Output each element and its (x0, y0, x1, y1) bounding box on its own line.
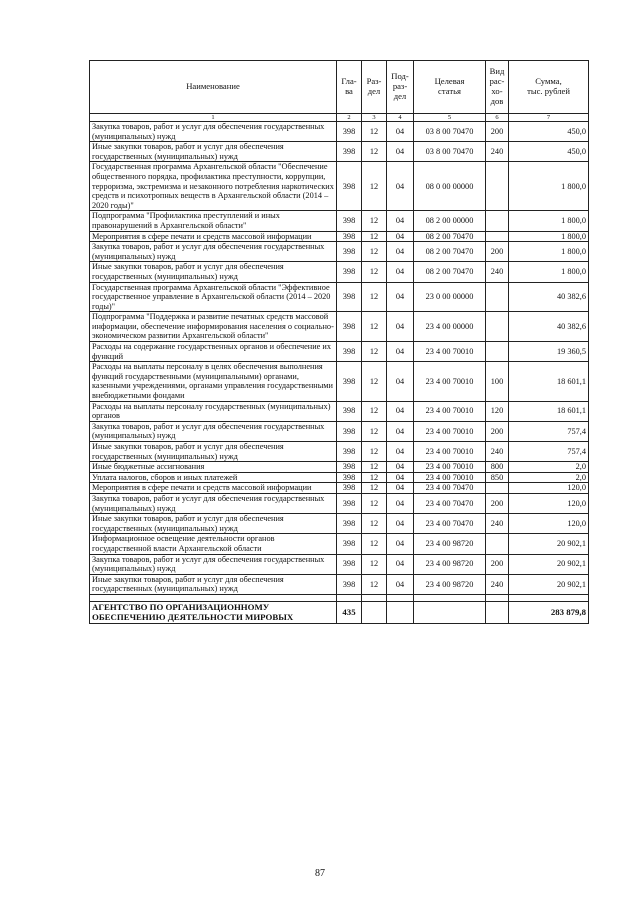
row-vid (486, 282, 509, 312)
row-sum: 20 902,1 (509, 554, 589, 574)
row-vid (486, 231, 509, 242)
row-podrazdel: 04 (387, 401, 414, 421)
row-target: 23 4 00 70010 (414, 462, 486, 473)
column-number: 5 (414, 114, 486, 122)
row-glava: 398 (337, 162, 362, 211)
table-row (90, 483, 589, 494)
row-target: 08 0 00 00000 (414, 162, 486, 211)
row-razdel: 12 (362, 211, 387, 231)
row-name: Расходы на выплаты персоналу в целях обеспечения выполнения функций государственными (муниципальными) органами, казенными учреждениями, органами управления государственными внебюджетными фондами (90, 362, 337, 401)
row-target: 23 0 00 00000 (414, 282, 486, 312)
table-row (90, 231, 589, 242)
table-row (90, 554, 589, 574)
table-row (90, 162, 589, 211)
row-sum: 120,0 (509, 483, 589, 494)
row-name: Закупка товаров, работ и услуг для обеспечения государственных (муниципальных) нужд (90, 554, 337, 574)
table-row (90, 122, 589, 142)
row-target: 23 4 00 98720 (414, 574, 486, 594)
row-razdel: 12 (362, 282, 387, 312)
row-sum: 18 601,1 (509, 362, 589, 401)
row-vid: 800 (486, 462, 509, 473)
row-vid: 200 (486, 421, 509, 441)
row-razdel: 12 (362, 362, 387, 401)
row-name: Закупка товаров, работ и услуг для обеспечения государственных (муниципальных) нужд (90, 242, 337, 262)
row-name: Подпрограмма "Поддержка и развитие печатных средств массовой информации, обеспечение информирования населения о социально-экономическом развитии Архангельской области" (90, 312, 337, 342)
row-sum: 2,0 (509, 472, 589, 483)
row-vid: 850 (486, 472, 509, 483)
row-razdel: 12 (362, 162, 387, 211)
row-glava: 398 (337, 534, 362, 554)
table-row (90, 534, 589, 554)
row-podrazdel: 04 (387, 312, 414, 342)
header-target: Целевая статья (414, 61, 486, 114)
row-glava: 398 (337, 312, 362, 342)
row-glava: 398 (337, 401, 362, 421)
row-razdel: 12 (362, 442, 387, 462)
table-row (90, 472, 589, 483)
header-razdel: Раз- дел (362, 61, 387, 114)
header-glava: Гла- ва (337, 61, 362, 114)
row-razdel: 12 (362, 554, 387, 574)
row-podrazdel: 04 (387, 362, 414, 401)
row-vid: 200 (486, 554, 509, 574)
column-number: 6 (486, 114, 509, 122)
row-razdel: 12 (362, 462, 387, 473)
row-glava: 398 (337, 342, 362, 362)
table-row (90, 262, 589, 282)
header-name: Наименование (90, 61, 337, 114)
table-row (90, 211, 589, 231)
row-target: 03 8 00 70470 (414, 142, 486, 162)
row-target: 23 4 00 70470 (414, 493, 486, 513)
row-razdel: 12 (362, 231, 387, 242)
row-vid (486, 211, 509, 231)
row-podrazdel: 04 (387, 462, 414, 473)
row-glava: 398 (337, 231, 362, 242)
table-row (90, 282, 589, 312)
row-name: Иные закупки товаров, работ и услуг для обеспечения государственных (муниципальных) нужд (90, 442, 337, 462)
header-podrazdel: Под- раз- дел (387, 61, 414, 114)
row-target: 23 4 00 70470 (414, 483, 486, 494)
row-podrazdel: 04 (387, 493, 414, 513)
row-target: 23 4 00 00000 (414, 312, 486, 342)
row-glava: 398 (337, 142, 362, 162)
row-sum: 2,0 (509, 462, 589, 473)
row-sum: 450,0 (509, 122, 589, 142)
table-row (90, 493, 589, 513)
row-glava: 398 (337, 211, 362, 231)
row-vid (486, 483, 509, 494)
row-podrazdel: 04 (387, 262, 414, 282)
header-sum: Сумма, тыс. рублей (509, 61, 589, 114)
row-name: Информационное освещение деятельности органов государственной власти Архангельской области (90, 534, 337, 554)
row-razdel: 12 (362, 472, 387, 483)
row-target: 23 4 00 98720 (414, 534, 486, 554)
agency-row (90, 601, 589, 623)
column-number-row (90, 114, 589, 122)
row-sum: 757,4 (509, 421, 589, 441)
row-vid: 240 (486, 262, 509, 282)
row-name: Закупка товаров, работ и услуг для обеспечения государственных (муниципальных) нужд (90, 421, 337, 441)
row-name: Уплата налогов, сборов и иных платежей (90, 472, 337, 483)
table-row (90, 442, 589, 462)
row-podrazdel: 04 (387, 554, 414, 574)
row-podrazdel: 04 (387, 231, 414, 242)
row-glava: 398 (337, 262, 362, 282)
row-name: Иные закупки товаров, работ и услуг для обеспечения государственных (муниципальных) нужд (90, 514, 337, 534)
row-glava: 398 (337, 282, 362, 312)
row-vid: 240 (486, 442, 509, 462)
row-sum: 20 902,1 (509, 574, 589, 594)
table-row (90, 312, 589, 342)
row-target: 23 4 00 70010 (414, 342, 486, 362)
row-target: 23 4 00 70010 (414, 401, 486, 421)
row-razdel: 12 (362, 514, 387, 534)
row-razdel: 12 (362, 421, 387, 441)
row-target: 23 4 00 98720 (414, 554, 486, 574)
row-sum: 40 382,6 (509, 312, 589, 342)
budget-table (89, 60, 589, 624)
row-glava: 398 (337, 442, 362, 462)
row-razdel: 12 (362, 493, 387, 513)
row-name: Мероприятия в сфере печати и средств массовой информации (90, 231, 337, 242)
row-target: 08 2 00 70470 (414, 231, 486, 242)
table-row (90, 242, 589, 262)
row-glava: 398 (337, 483, 362, 494)
column-number: 4 (387, 114, 414, 122)
row-glava: 398 (337, 574, 362, 594)
page-number: 87 (315, 868, 325, 879)
row-sum: 1 800,0 (509, 262, 589, 282)
column-number: 7 (509, 114, 589, 122)
row-target: 03 8 00 70470 (414, 122, 486, 142)
row-podrazdel: 04 (387, 211, 414, 231)
row-vid: 120 (486, 401, 509, 421)
row-podrazdel: 04 (387, 442, 414, 462)
row-glava: 398 (337, 242, 362, 262)
row-glava: 398 (337, 554, 362, 574)
row-sum: 18 601,1 (509, 401, 589, 421)
row-vid: 200 (486, 242, 509, 262)
row-name: Иные закупки товаров, работ и услуг для обеспечения государственных (муниципальных) нужд (90, 262, 337, 282)
row-name: Иные закупки товаров, работ и услуг для обеспечения государственных (муниципальных) нужд (90, 574, 337, 594)
row-name: Государственная программа Архангельской области "Эффективное государственное управление в Архангельской области (2014 – 2020 годы)" (90, 282, 337, 312)
row-vid: 100 (486, 362, 509, 401)
row-target: 08 2 00 70470 (414, 262, 486, 282)
row-razdel: 12 (362, 242, 387, 262)
row-sum: 120,0 (509, 514, 589, 534)
row-target: 23 4 00 70010 (414, 421, 486, 441)
table-row (90, 421, 589, 441)
row-vid (486, 534, 509, 554)
table-row (90, 514, 589, 534)
row-podrazdel: 04 (387, 472, 414, 483)
row-vid: 200 (486, 122, 509, 142)
table-row (90, 362, 589, 401)
row-name: Иные закупки товаров, работ и услуг для обеспечения государственных (муниципальных) нужд (90, 142, 337, 162)
row-name: Закупка товаров, работ и услуг для обеспечения государственных (муниципальных) нужд (90, 493, 337, 513)
row-podrazdel: 04 (387, 574, 414, 594)
row-sum: 20 902,1 (509, 534, 589, 554)
row-name: Иные бюджетные ассигнования (90, 462, 337, 473)
column-number: 2 (337, 114, 362, 122)
row-glava: 398 (337, 493, 362, 513)
row-name: Подпрограмма "Профилактика преступлений и иных правонарушений в Архангельской области" (90, 211, 337, 231)
spacer-row (90, 594, 589, 601)
agency-sum: 283 879,8 (509, 601, 589, 623)
row-sum: 1 800,0 (509, 162, 589, 211)
row-name: Расходы на содержание государственных органов и обеспечение их функций (90, 342, 337, 362)
row-razdel: 12 (362, 142, 387, 162)
row-razdel: 12 (362, 342, 387, 362)
agency-glava: 435 (337, 601, 362, 623)
row-podrazdel: 04 (387, 122, 414, 142)
row-glava: 398 (337, 462, 362, 473)
agency-name: АГЕНТСТВО ПО ОРГАНИЗАЦИОННОМУ ОБЕСПЕЧЕНИЮ ДЕЯТЕЛЬНОСТИ МИРОВЫХ (90, 601, 337, 623)
row-glava: 398 (337, 421, 362, 441)
table-row (90, 462, 589, 473)
row-target: 23 4 00 70010 (414, 472, 486, 483)
row-podrazdel: 04 (387, 282, 414, 312)
row-podrazdel: 04 (387, 483, 414, 494)
row-podrazdel: 04 (387, 342, 414, 362)
row-sum: 450,0 (509, 142, 589, 162)
header-row (90, 61, 589, 114)
row-sum: 1 800,0 (509, 231, 589, 242)
row-razdel: 12 (362, 312, 387, 342)
row-sum: 757,4 (509, 442, 589, 462)
row-glava: 398 (337, 362, 362, 401)
row-sum: 1 800,0 (509, 242, 589, 262)
row-name: Расходы на выплаты персоналу государственных (муниципальных) органов (90, 401, 337, 421)
row-sum: 120,0 (509, 493, 589, 513)
row-podrazdel: 04 (387, 514, 414, 534)
row-name: Государственная программа Архангельской области "Обеспечение общественного порядка, профилактика преступности, коррупции, терроризма, экстремизма и незаконного потребления наркотических средств и психотропных веществ в Архангельской области (2014 – 2020 годы)" (90, 162, 337, 211)
table-row (90, 342, 589, 362)
row-razdel: 12 (362, 483, 387, 494)
table-row (90, 142, 589, 162)
row-vid (486, 342, 509, 362)
row-vid (486, 312, 509, 342)
budget-sheet (89, 60, 588, 624)
row-podrazdel: 04 (387, 534, 414, 554)
row-glava: 398 (337, 122, 362, 142)
row-vid: 240 (486, 574, 509, 594)
table-row (90, 401, 589, 421)
table-row (90, 574, 589, 594)
row-podrazdel: 04 (387, 142, 414, 162)
row-vid (486, 162, 509, 211)
header-vid: Вид рас- хо- дов (486, 61, 509, 114)
row-glava: 398 (337, 514, 362, 534)
row-glava: 398 (337, 472, 362, 483)
column-number: 1 (90, 114, 337, 122)
column-number: 3 (362, 114, 387, 122)
row-razdel: 12 (362, 534, 387, 554)
row-podrazdel: 04 (387, 421, 414, 441)
row-razdel: 12 (362, 122, 387, 142)
row-sum: 19 360,5 (509, 342, 589, 362)
row-target: 08 2 00 70470 (414, 242, 486, 262)
row-sum: 40 382,6 (509, 282, 589, 312)
row-podrazdel: 04 (387, 162, 414, 211)
row-target: 23 4 00 70010 (414, 442, 486, 462)
row-sum: 1 800,0 (509, 211, 589, 231)
row-target: 23 4 00 70010 (414, 362, 486, 401)
row-name: Закупка товаров, работ и услуг для обеспечения государственных (муниципальных) нужд (90, 122, 337, 142)
row-podrazdel: 04 (387, 242, 414, 262)
row-razdel: 12 (362, 262, 387, 282)
row-target: 08 2 00 00000 (414, 211, 486, 231)
row-vid: 200 (486, 493, 509, 513)
row-razdel: 12 (362, 574, 387, 594)
row-target: 23 4 00 70470 (414, 514, 486, 534)
row-razdel: 12 (362, 401, 387, 421)
row-vid: 240 (486, 514, 509, 534)
row-vid: 240 (486, 142, 509, 162)
row-name: Мероприятия в сфере печати и средств массовой информации (90, 483, 337, 494)
